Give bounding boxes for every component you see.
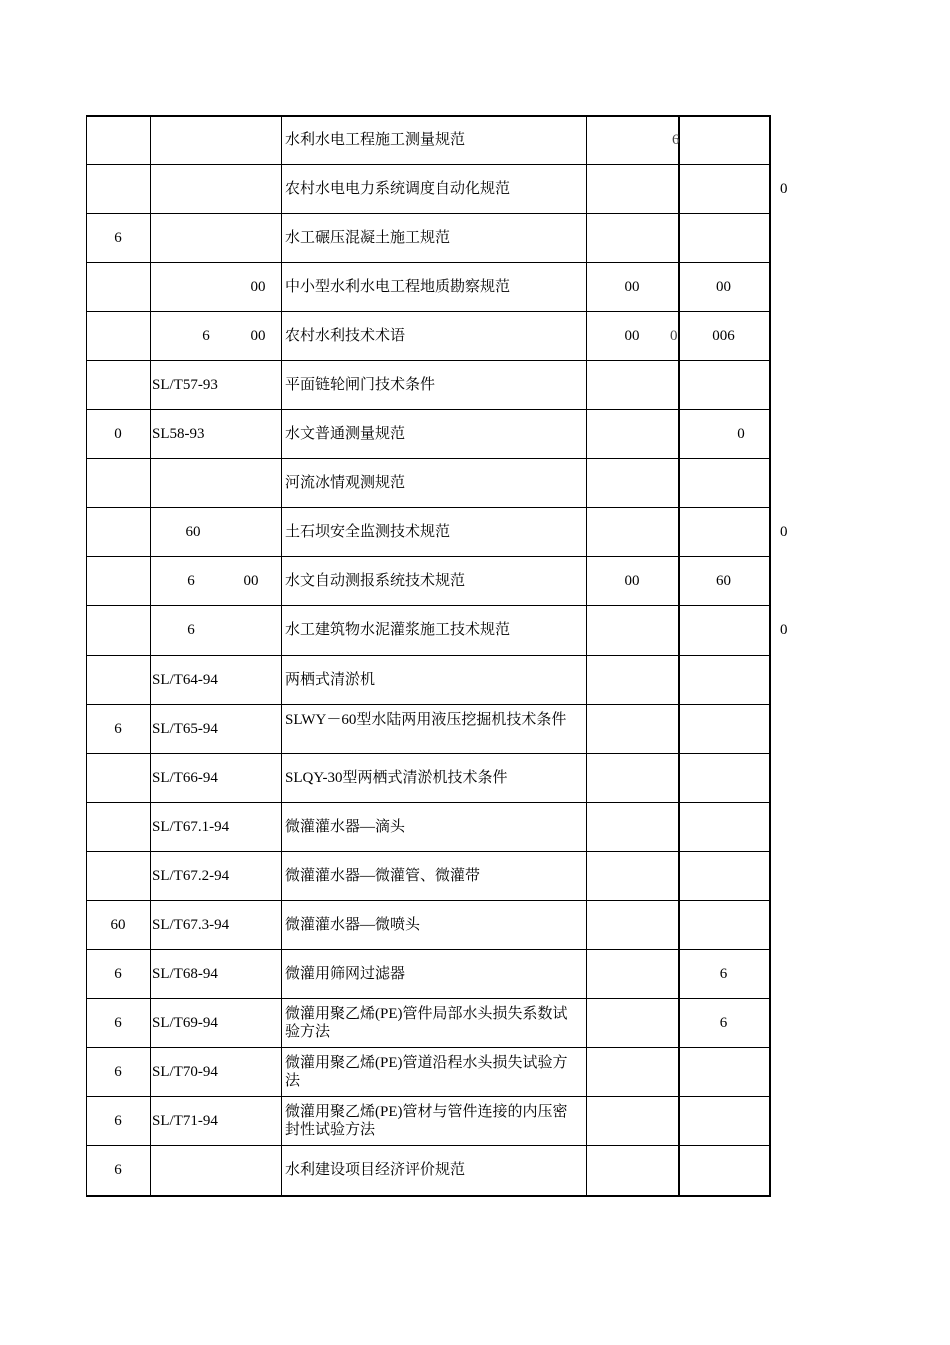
row-index-cell: 6 bbox=[114, 1063, 122, 1080]
code-suffix-cell: 00 bbox=[243, 572, 259, 589]
code-cell: SL/T70-94 bbox=[152, 1063, 218, 1080]
value-cell-e: 6 bbox=[719, 1014, 728, 1031]
standard-name-cell: 水工建筑物水泥灌浆施工技术规范 bbox=[285, 622, 511, 638]
code-cell: SL/T64-94 bbox=[152, 671, 218, 688]
value-cell-d: 00 bbox=[624, 278, 640, 295]
row-divider bbox=[86, 851, 771, 852]
row-divider bbox=[86, 164, 771, 165]
code-cell: SL58-93 bbox=[152, 425, 205, 442]
standard-name-cell: 水利建设项目经济评价规范 bbox=[285, 1162, 466, 1178]
row-index-cell: 6 bbox=[114, 1014, 122, 1031]
row-divider bbox=[86, 458, 771, 459]
value-cell-d: 00 bbox=[624, 327, 640, 344]
value-cell-e-overflow: 6 bbox=[672, 131, 680, 148]
code-cell: SL/T66-94 bbox=[152, 769, 218, 786]
standard-name-cell: 微灌灌水器—滴头 bbox=[285, 818, 406, 835]
row-divider bbox=[86, 998, 771, 999]
row-divider bbox=[86, 556, 771, 557]
code-cell: 6 bbox=[187, 622, 195, 638]
value-cell-e-overflow: 0 bbox=[670, 327, 678, 344]
row-index-cell: 60 bbox=[110, 916, 126, 933]
row-divider bbox=[86, 949, 771, 950]
row-divider bbox=[86, 262, 771, 263]
standard-name-cell: 水文普通测量规范 bbox=[285, 425, 406, 442]
standard-name-cell: 土石坝安全监测技术规范 bbox=[285, 523, 451, 540]
code-suffix-cell: 00 bbox=[250, 278, 266, 295]
standard-name-cell: 微灌灌水器—微喷头 bbox=[285, 916, 421, 933]
standard-name-cell: 两栖式清淤机 bbox=[285, 671, 376, 688]
row-divider bbox=[86, 1145, 771, 1146]
standard-name-cell: SLQY-30型两栖式清淤机技术条件 bbox=[285, 769, 508, 786]
standard-name-cell: 微灌用筛网过滤器 bbox=[285, 965, 406, 982]
overflow-value: 0 bbox=[780, 523, 788, 540]
code-cell: SL/T57-93 bbox=[152, 376, 218, 393]
value-cell-d: 00 bbox=[624, 572, 640, 589]
overflow-value: 0 bbox=[780, 180, 788, 197]
row-index-cell: 6 bbox=[114, 1112, 122, 1129]
standard-name-cell: SLWY－60型水陆两用液压挖掘机技术条件 bbox=[285, 711, 567, 728]
standard-name-cell: 水利水电工程施工测量规范 bbox=[285, 131, 466, 148]
standard-name-cell: 农村水利技术术语 bbox=[285, 327, 406, 344]
standard-name-cell: 河流冰情观测规范 bbox=[285, 474, 406, 491]
code-cell: SL/T69-94 bbox=[152, 1014, 218, 1031]
row-divider bbox=[86, 655, 771, 656]
code-cell: SL/T65-94 bbox=[152, 720, 218, 737]
code-cell: SL/T67.2-94 bbox=[152, 867, 230, 884]
row-divider bbox=[86, 311, 771, 312]
row-index-cell: 6 bbox=[114, 1162, 122, 1178]
code-suffix-cell: 00 bbox=[250, 327, 266, 344]
standard-name-cell: 平面链轮闸门技术条件 bbox=[285, 376, 436, 393]
code-cell: 60 bbox=[185, 523, 201, 540]
overflow-value: 0 bbox=[780, 622, 788, 638]
value-cell-e: 60 bbox=[716, 572, 731, 589]
standard-name-cell: 中小型水利水电工程地质勘察规范 bbox=[285, 278, 511, 295]
row-divider bbox=[86, 802, 771, 803]
standard-name-cell: 微灌用聚乙烯(PE)管道沿程水头损失试验方法 bbox=[285, 1054, 568, 1089]
row-divider bbox=[86, 1047, 771, 1048]
value-cell-e: 6 bbox=[719, 965, 728, 982]
code-cell: SL/T67.1-94 bbox=[152, 818, 230, 835]
row-index-cell: 6 bbox=[114, 965, 122, 982]
row-divider bbox=[86, 605, 771, 606]
row-divider bbox=[86, 115, 771, 117]
row-divider bbox=[86, 1195, 771, 1197]
row-divider bbox=[86, 900, 771, 901]
row-divider bbox=[86, 704, 771, 705]
standard-name-cell: 水工碾压混凝土施工规范 bbox=[285, 229, 451, 246]
row-index-cell: 6 bbox=[114, 229, 122, 246]
value-cell-e: 006 bbox=[712, 327, 735, 344]
row-divider bbox=[86, 1096, 771, 1097]
code-cell: SL/T67.3-94 bbox=[152, 916, 230, 933]
code-cell: 6 bbox=[202, 327, 210, 344]
row-divider bbox=[86, 213, 771, 214]
row-divider bbox=[86, 360, 771, 361]
value-cell-e: 0 bbox=[737, 425, 745, 442]
standard-name-cell: 微灌用聚乙烯(PE)管件局部水头损失系数试验方法 bbox=[285, 1005, 568, 1040]
standard-name-cell: 水文自动测报系统技术规范 bbox=[285, 572, 466, 589]
code-cell: 6 bbox=[187, 572, 195, 589]
row-index-cell: 6 bbox=[114, 720, 122, 737]
row-divider bbox=[86, 753, 771, 754]
value-cell-e: 00 bbox=[716, 278, 731, 295]
row-index-cell: 0 bbox=[114, 425, 122, 442]
code-cell: SL/T68-94 bbox=[152, 965, 218, 982]
standard-name-cell: 微灌用聚乙烯(PE)管材与管件连接的内压密封性试验方法 bbox=[285, 1103, 568, 1138]
row-divider bbox=[86, 409, 771, 410]
row-divider bbox=[86, 507, 771, 508]
standard-name-cell: 农村水电电力系统调度自动化规范 bbox=[285, 180, 511, 197]
code-cell: SL/T71-94 bbox=[152, 1112, 218, 1129]
standard-name-cell: 微灌灌水器—微灌管、微灌带 bbox=[285, 867, 481, 884]
spreadsheet-table bbox=[86, 115, 788, 1196]
